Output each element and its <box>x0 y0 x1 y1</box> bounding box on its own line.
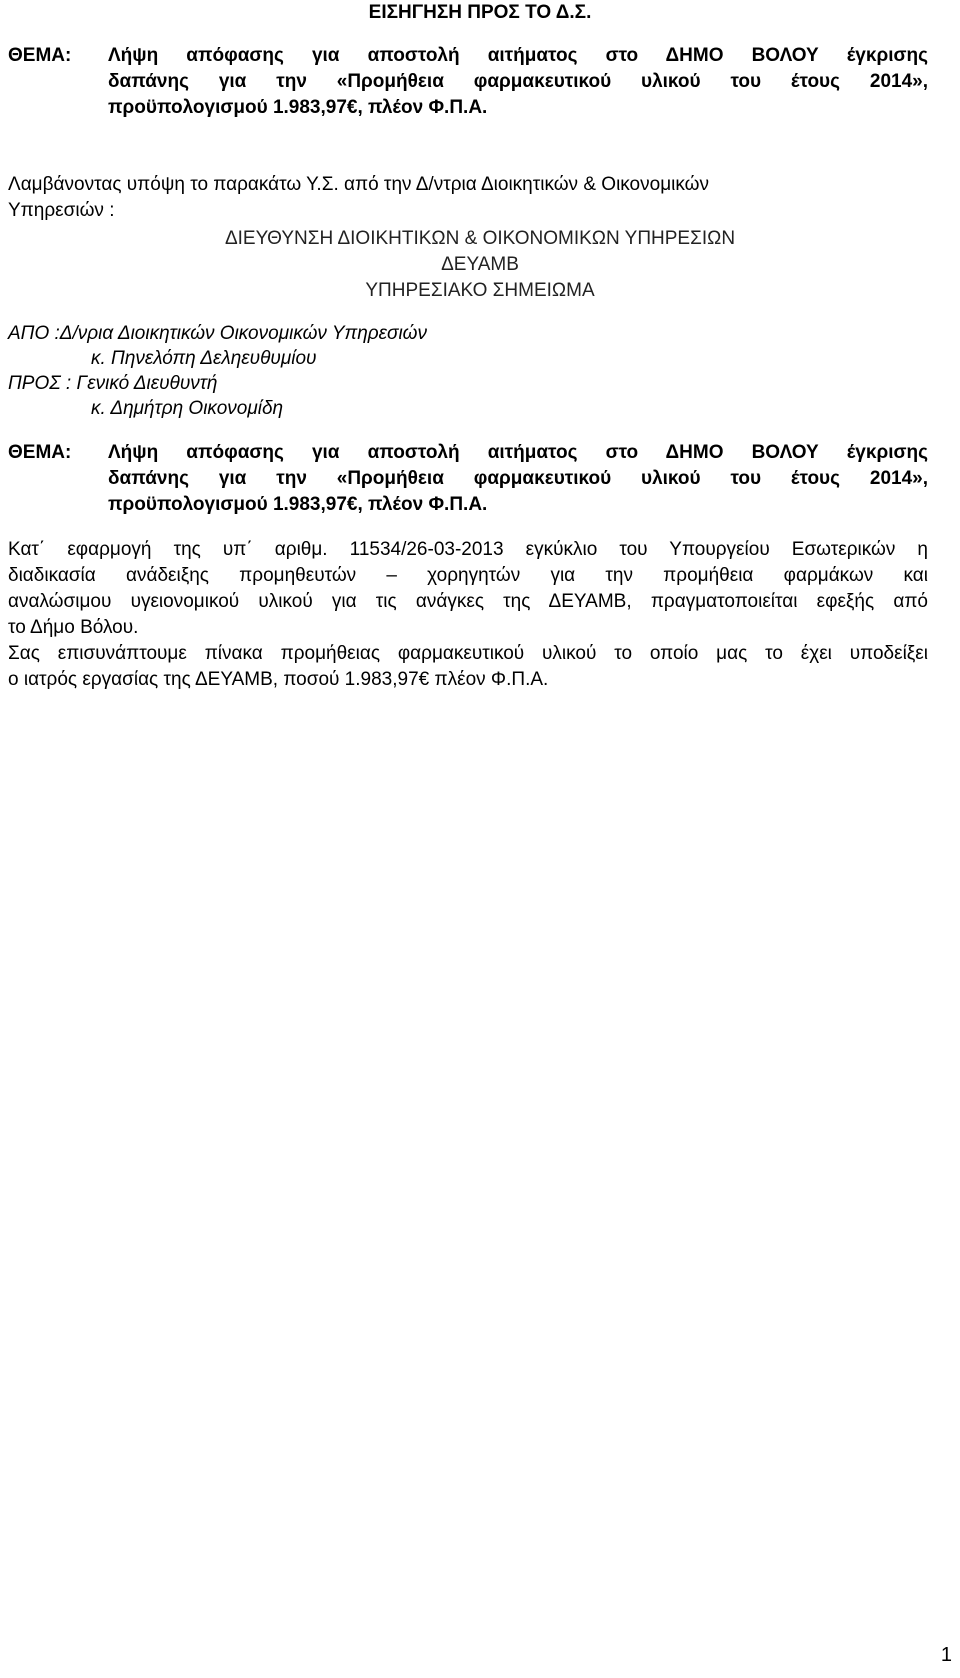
intro-line-1: Λαμβάνοντας υπόψη το παρακάτω Υ.Σ. από την Δ/ντρια Διοικητικών & Οικονομικών <box>8 174 709 195</box>
body-line-6: ο ιατρός εργασίας της ΔΕΥΑΜΒ, ποσού 1.983,97€ πλέον Φ.Π.Α. <box>8 669 549 690</box>
body-line-5: Σας επισυνάπτουμε πίνακα προμήθειας φαρμακευτικού υλικού το οποίο μας το έχει υποδείξει <box>8 643 928 664</box>
body-line-1: Κατ΄ εφαρμογή της υπ΄ αριθμ. 11534/26-03-2013 εγκύκλιο του Υπουργείου Εσωτερικών η <box>8 539 928 560</box>
subject-label: ΘΕΜΑ: <box>8 45 72 66</box>
subject-row <box>8 43 928 121</box>
memo-organization-title: ΔΕΥΑΜΒ <box>441 254 519 275</box>
memo-subject-line-2: δαπάνης για την «Προμήθεια φαρμακευτικού υλικού του έτους 2014», <box>108 468 928 489</box>
body-paragraphs <box>8 537 928 693</box>
memo-type-title: ΥΠΗΡΕΣΙΑΚΟ ΣΗΜΕΙΩΜΑ <box>365 280 595 301</box>
memo-subject-label: ΘΕΜΑ: <box>8 442 72 463</box>
intro-paragraph <box>8 172 928 224</box>
subject-line-3: προϋπολογισμού 1.983,97€, πλέον Φ.Π.Α. <box>108 97 488 118</box>
memo-from-line: ΑΠΟ :Δ/νρια Διοικητικών Οικονομικών Υπηρεσιών <box>8 323 427 344</box>
body-line-4: το Δήμο Βόλου. <box>8 617 139 638</box>
page-number: 1 <box>940 1644 952 1666</box>
intro-line-2: Υπηρεσιών : <box>8 200 115 221</box>
memo-subject-block <box>8 440 928 518</box>
memo-subject-text <box>108 440 928 518</box>
subject-text <box>108 43 928 121</box>
document-header-title: ΕΙΣΗΓΗΣΗ ΠΡΟΣ ΤΟ Δ.Σ. <box>368 2 592 23</box>
memo-department-title: ΔΙΕΥΘΥΝΣΗ ΔΙΟΙΚΗΤΙΚΩΝ & ΟΙΚΟΝΟΜΙΚΩΝ ΥΠΗΡΕΣΙΩΝ <box>224 228 736 249</box>
memo-subject-line-1: Λήψη απόφασης για αποστολή αιτήματος στο ΔΗΜΟ ΒΟΛΟΥ έγκρισης <box>108 442 928 463</box>
body-line-3: αναλώσιμου υγειονομικού υλικού για τις ανάγκες της ΔΕΥΑΜΒ, πραγματοποιείται εφεξής από <box>8 591 928 612</box>
subject-block <box>8 43 928 121</box>
subject-line-1: Λήψη απόφασης για αποστολή αιτήματος στο ΔΗΜΟ ΒΟΛΟΥ έγκρισης <box>108 45 928 66</box>
memo-to-name: κ. Δημήτρη Οικονομίδη <box>91 398 284 419</box>
memo-from-name: κ. Πηνελόπη Δεληευθυμίου <box>91 348 317 369</box>
subject-line-2: δαπάνης για την «Προμήθεια φαρμακευτικού υλικού του έτους 2014», <box>108 71 928 92</box>
memo-subject-line-3: προϋπολογισμού 1.983,97€, πλέον Φ.Π.Α. <box>108 494 488 515</box>
memo-to-line: ΠΡΟΣ : Γενικό Διευθυντή <box>8 373 218 394</box>
memo-subject-row <box>8 440 928 518</box>
body-line-2: διαδικασία ανάδειξης προμηθευτών – χορηγητών για την προμήθεια φαρμάκων και <box>8 565 928 586</box>
